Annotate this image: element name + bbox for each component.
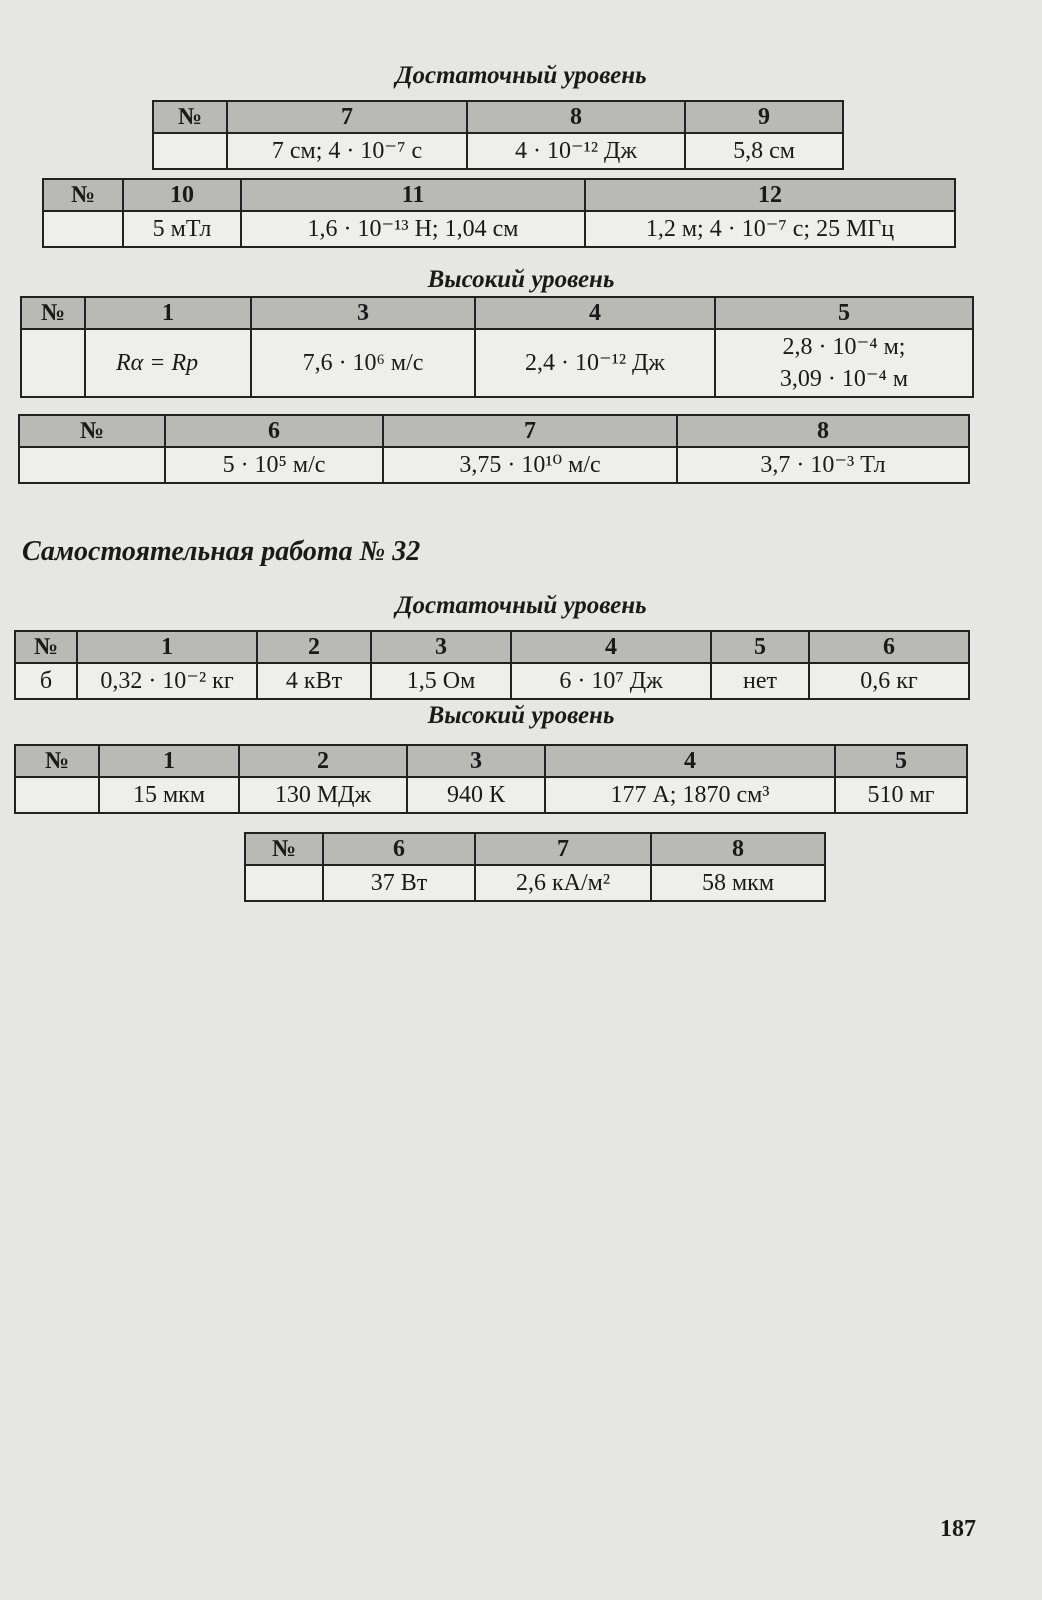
answer-cell: 7,6 · 10⁶ м/с <box>251 329 475 397</box>
header-cell: 5 <box>715 297 973 329</box>
header-number: № <box>153 101 227 133</box>
row-label <box>245 865 323 901</box>
header-cell: 10 <box>123 179 241 211</box>
header-cell: 9 <box>685 101 843 133</box>
answer-cell: 7 см; 4 · 10⁻⁷ с <box>227 133 467 169</box>
answers-table-2 <box>42 178 956 248</box>
answer-cell: 0,6 кг <box>809 663 969 699</box>
row-label: б <box>15 663 77 699</box>
header-cell: 4 <box>545 745 835 777</box>
header-cell: 1 <box>77 631 257 663</box>
answer-cell: 940 К <box>407 777 545 813</box>
header-cell: 12 <box>585 179 955 211</box>
answers-table-4 <box>18 414 970 484</box>
header-number: № <box>21 297 85 329</box>
answer-cell: 4 кВт <box>257 663 371 699</box>
answer-cell: 177 А; 1870 см³ <box>545 777 835 813</box>
answer-line: 3,09 · 10⁻⁴ м <box>779 366 909 392</box>
answer-cell: 2,4 · 10⁻¹² Дж <box>475 329 715 397</box>
answer-cell: 5 · 10⁵ м/с <box>165 447 383 483</box>
answer-cell: 3,7 · 10⁻³ Тл <box>677 447 969 483</box>
heading-high-level: Высокий уровень <box>427 702 615 729</box>
answer-cell: 1,5 Ом <box>371 663 511 699</box>
answer-cell: 1,6 · 10⁻¹³ Н; 1,04 см <box>241 211 585 247</box>
header-number: № <box>15 631 77 663</box>
answers-table-6 <box>14 744 968 814</box>
row-label <box>21 329 85 397</box>
header-cell: 3 <box>407 745 545 777</box>
header-cell: 1 <box>99 745 239 777</box>
answer-cell: нет <box>711 663 809 699</box>
page-number: 187 <box>940 1516 976 1542</box>
row-label <box>19 447 165 483</box>
answer-cell: 58 мкм <box>651 865 825 901</box>
header-cell: 5 <box>835 745 967 777</box>
answer-cell-multiline <box>715 329 973 397</box>
header-number: № <box>19 415 165 447</box>
answer-cell: 0,32 · 10⁻² кг <box>77 663 257 699</box>
row-label <box>43 211 123 247</box>
heading-sufficient-level: Достаточный уровень <box>395 62 647 89</box>
answer-cell: 5,8 см <box>685 133 843 169</box>
answer-cell: 4 · 10⁻¹² Дж <box>467 133 685 169</box>
header-cell: 3 <box>371 631 511 663</box>
answer-cell: 2,6 кА/м² <box>475 865 651 901</box>
answer-cell: 1,2 м; 4 · 10⁻⁷ с; 25 МГц <box>585 211 955 247</box>
row-label <box>153 133 227 169</box>
header-cell: 8 <box>651 833 825 865</box>
header-cell: 4 <box>475 297 715 329</box>
row-label <box>15 777 99 813</box>
header-cell: 4 <box>511 631 711 663</box>
answers-table-1 <box>152 100 844 170</box>
header-cell: 3 <box>251 297 475 329</box>
header-cell: 11 <box>241 179 585 211</box>
heading-high-level: Высокий уровень <box>427 266 615 293</box>
answers-table-7 <box>244 832 826 902</box>
answers-table-5 <box>14 630 970 700</box>
header-cell: 6 <box>323 833 475 865</box>
header-cell: 8 <box>467 101 685 133</box>
header-cell: 7 <box>383 415 677 447</box>
answer-line: 2,8 · 10⁻⁴ м; <box>782 333 906 360</box>
header-cell: 6 <box>165 415 383 447</box>
header-cell: 2 <box>257 631 371 663</box>
answer-cell: 37 Вт <box>323 865 475 901</box>
answer-cell: 5 мТл <box>123 211 241 247</box>
section-title: Самостоятельная работа № 32 <box>22 536 421 567</box>
answer-cell: 3,75 · 10¹⁰ м/с <box>383 447 677 483</box>
heading-sufficient-level: Достаточный уровень <box>395 592 647 619</box>
header-number: № <box>15 745 99 777</box>
answers-table-3 <box>20 296 974 398</box>
answer-cell: 130 МДж <box>239 777 407 813</box>
header-cell: 7 <box>475 833 651 865</box>
header-cell: 7 <box>227 101 467 133</box>
header-cell: 2 <box>239 745 407 777</box>
answer-cell: 6 · 10⁷ Дж <box>511 663 711 699</box>
answer-cell: 15 мкм <box>99 777 239 813</box>
answer-cell: 510 мг <box>835 777 967 813</box>
header-number: № <box>245 833 323 865</box>
answer-cell: Rα = Rp <box>85 329 251 397</box>
header-cell: 1 <box>85 297 251 329</box>
header-number: № <box>43 179 123 211</box>
header-cell: 5 <box>711 631 809 663</box>
header-cell: 6 <box>809 631 969 663</box>
header-cell: 8 <box>677 415 969 447</box>
